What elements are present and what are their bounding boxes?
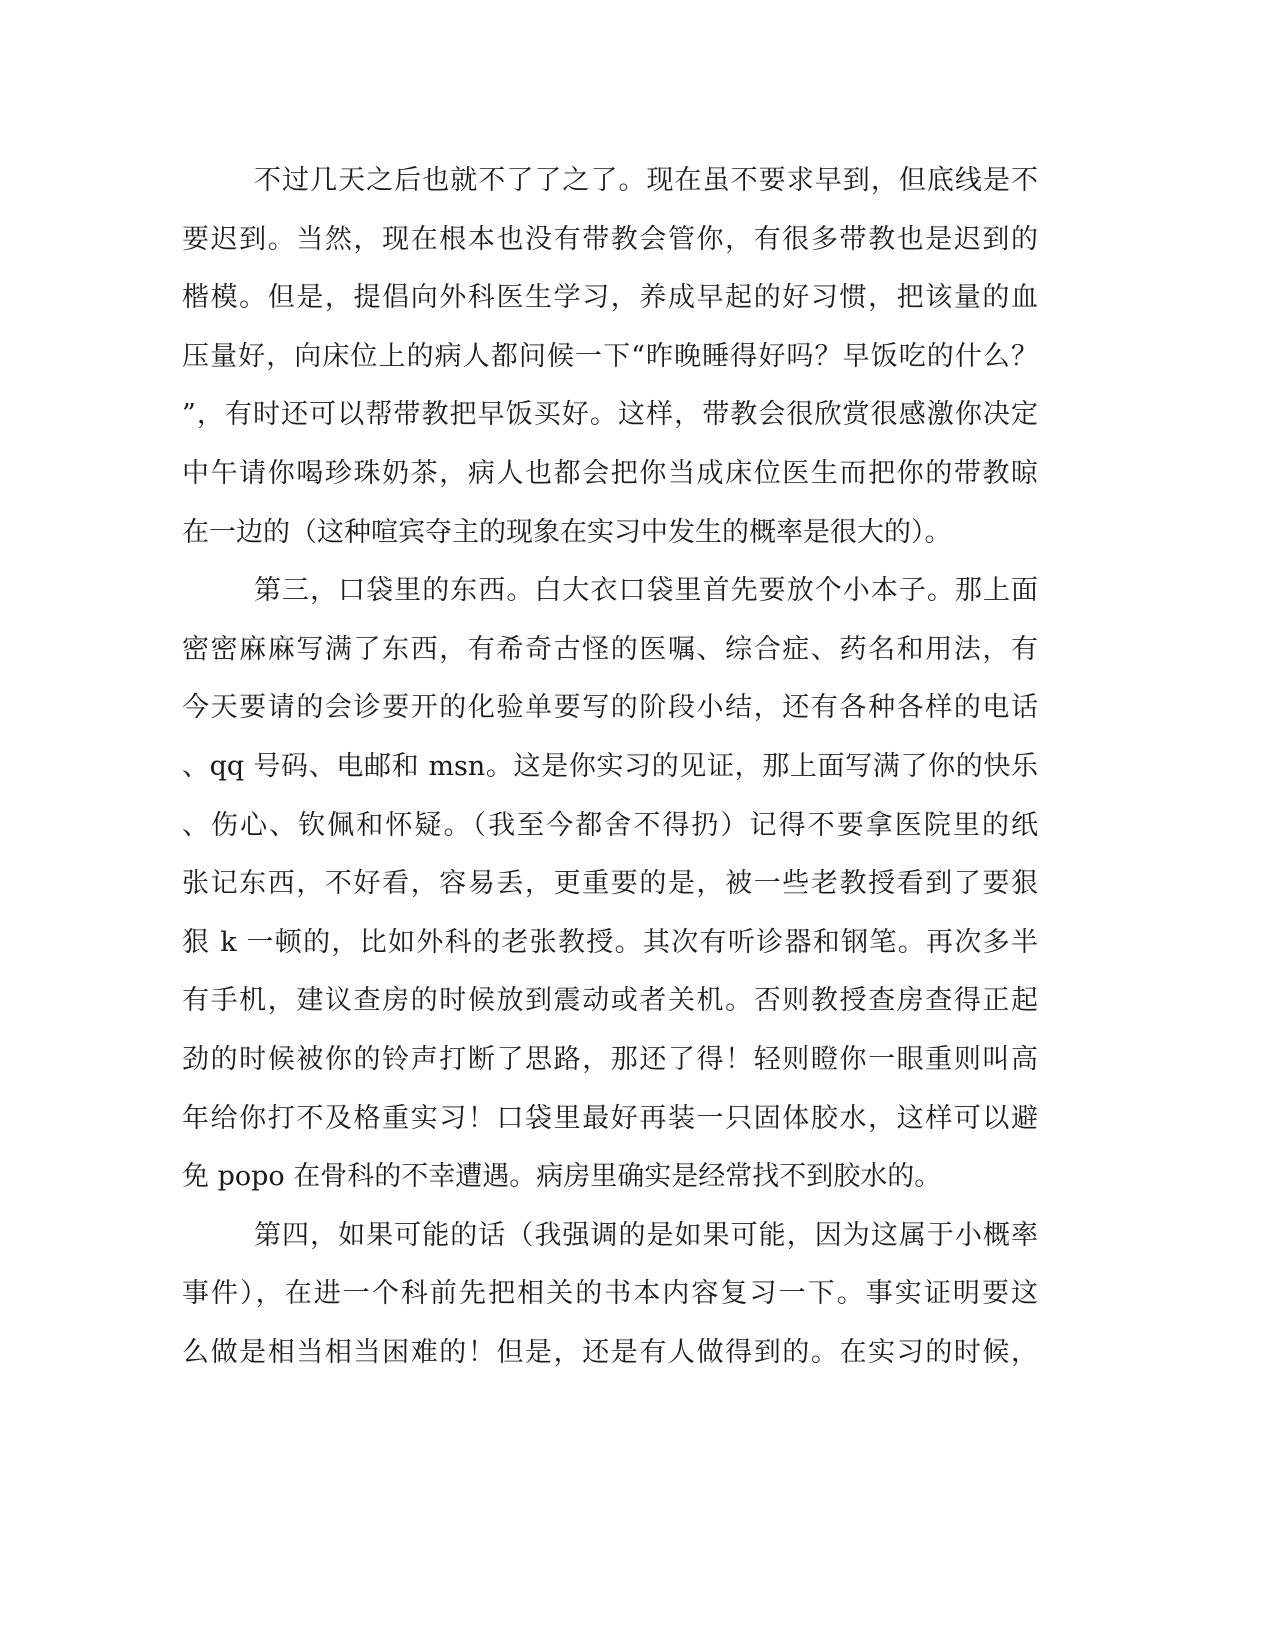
text-line: 、qq 号码、电邮和 msn。这是你实习的见证，那上面写满了你的快乐 (182, 750, 1038, 782)
text-line-paragraph-start: 第四，如果可能的话（我强调的是如果可能，因为这属于小概率 (254, 1219, 1038, 1251)
text-line: 压量好，向床位上的病人都问候一下“昨晚睡得好吗？早饭吃的什么？ (182, 340, 1038, 372)
text-line: 、伤心、钦佩和怀疑。（我至今都舍不得扔）记得不要拿医院里的纸 (182, 809, 1038, 841)
body-text (182, 152, 1038, 1382)
text-line: 中午请你喝珍珠奶茶，病人也都会把你当成床位医生而把你的带教晾 (182, 457, 1038, 489)
text-line-paragraph-start: 第三，口袋里的东西。白大衣口袋里首先要放个小本子。那上面 (254, 575, 1038, 607)
text-line: 有手机，建议查房的时候放到震动或者关机。否则教授查房查得正起 (182, 985, 1038, 1017)
text-line: 劲的时候被你的铃声打断了思路，那还了得！轻则瞪你一眼重则叫高 (182, 1043, 1038, 1075)
text-line: ”，有时还可以帮带教把早饭买好。这样，带教会很欣赏很感激你决定 (182, 399, 1038, 431)
text-line: 事件），在进一个科前先把相关的书本内容复习一下。事实证明要这 (182, 1278, 1038, 1310)
text-line: 张记东西，不好看，容易丢，更重要的是，被一些老教授看到了要狠 (182, 868, 1038, 900)
text-line: 今天要请的会诊要开的化验单要写的阶段小结，还有各种各样的电话 (182, 692, 1038, 724)
text-line: 年给你打不及格重实习！口袋里最好再装一只固体胶水，这样可以避 (182, 1102, 1038, 1134)
text-line: 么做是相当相当困难的！但是，还是有人做得到的。在实习的时候， (182, 1336, 1038, 1368)
text-line-paragraph-end: 在一边的（这种喧宾夺主的现象在实习中发生的概率是很大的）。 (182, 516, 952, 548)
text-line: 要迟到。当然，现在根本也没有带教会管你，有很多带教也是迟到的 (182, 223, 1038, 255)
text-line-paragraph-start: 不过几天之后也就不了了之了。现在虽不要求早到，但底线是不 (254, 165, 1038, 196)
text-line: 密密麻麻写满了东西，有希奇古怪的医嘱、综合症、药名和用法，有 (182, 633, 1038, 665)
text-line: 楷模。但是，提倡向外科医生学习，养成早起的好习惯，把该量的血 (182, 282, 1038, 314)
text-line: 狠 k 一顿的，比如外科的老张教授。其次有听诊器和钢笔。再次多半 (182, 926, 1038, 958)
text-line-paragraph-end: 免 popo 在骨科的不幸遭遇。病房里确实是经常找不到胶水的。 (182, 1161, 942, 1193)
